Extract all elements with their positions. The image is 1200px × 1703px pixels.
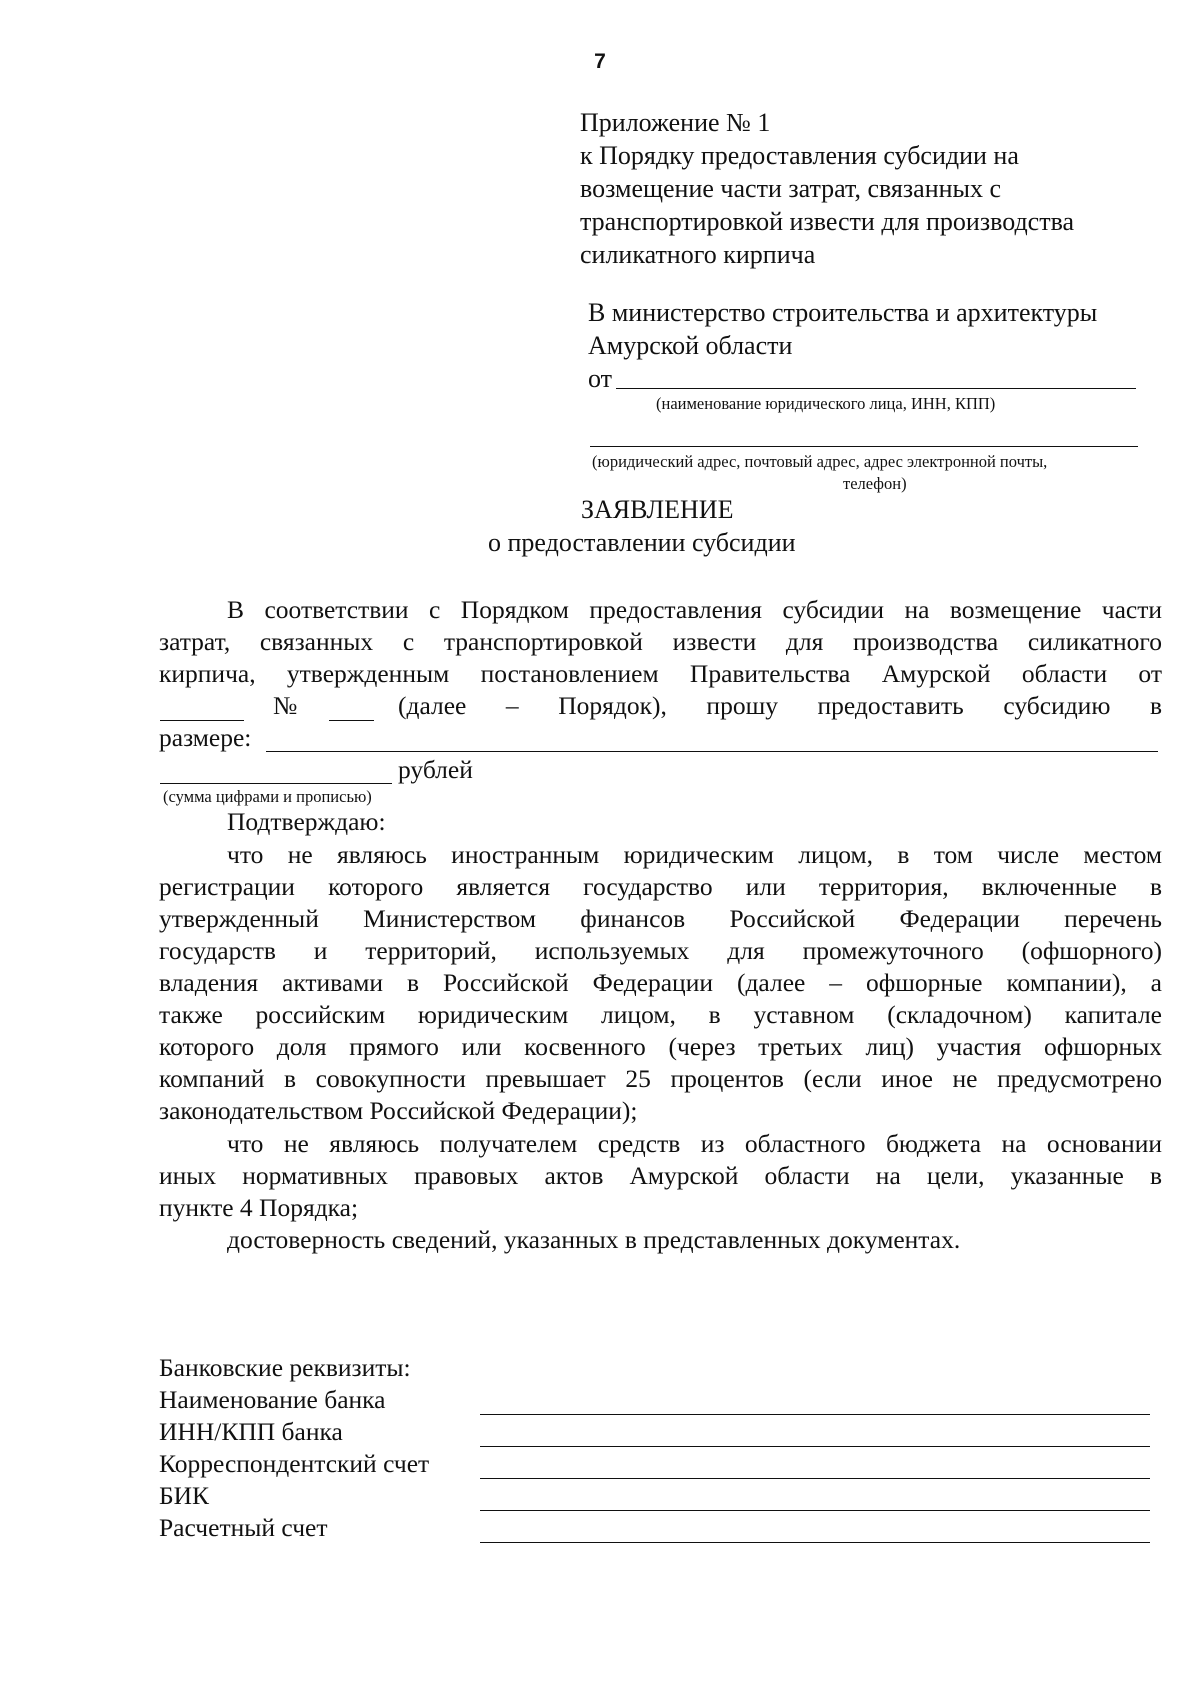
confirm-item3: достоверность сведений, указанных в представленных документах. <box>227 1225 961 1254</box>
amount-words-field[interactable] <box>160 783 392 784</box>
applicant-address-hint: (юридический адрес, почтовый адрес, адрес электронной почты, <box>592 452 1048 471</box>
confirm-item2-line: пункте 4 Порядка; <box>159 1193 359 1222</box>
addressee-block <box>588 296 1097 395</box>
applicant-name-field[interactable] <box>616 388 1136 389</box>
settlement-account-field[interactable] <box>480 1542 1150 1543</box>
from-label: от <box>588 364 613 393</box>
confirm-item1-line: законодательством Российской Федерации); <box>159 1096 638 1125</box>
confirm-item1-line: компаний в совокупности превышает 25 процентов (если иное не предусмотрено <box>159 1064 1162 1093</box>
appendix-line: возмещение части затрат, связанных с <box>580 174 1002 203</box>
correspondent-account-field[interactable] <box>480 1478 1150 1479</box>
appendix-header <box>580 106 1140 271</box>
appendix-line: к Порядку предоставления субсидии на <box>580 141 1019 170</box>
appendix-line: Приложение № 1 <box>580 108 771 137</box>
bank-name-field[interactable] <box>480 1414 1150 1415</box>
confirm-item1-line: которого доля прямого или косвенного (через третьих лиц) участия офшорных <box>159 1032 1162 1061</box>
bank-field-label: Корреспондентский счет <box>159 1449 430 1478</box>
number-sign: № <box>273 691 298 720</box>
request-line: (далее – Порядок), прошу предоставить субсидию в <box>398 691 1162 720</box>
addressee-line: Амурской области <box>588 331 793 360</box>
confirm-item1-line: государств и территорий, используемых для промежуточного (офшорного) <box>159 936 1162 965</box>
request-line: затрат, связанных с транспортировкой извести для производства силикатного <box>159 627 1162 656</box>
bank-inn-kpp-field[interactable] <box>480 1446 1150 1447</box>
resolution-date-field[interactable] <box>160 720 244 721</box>
request-line: кирпича, утвержденным постановлением Правительства Амурской области от <box>159 659 1162 688</box>
page-number: 7 <box>594 50 606 73</box>
addressee-line: В министерство строительства и архитектуры <box>588 298 1098 327</box>
appendix-line: силикатного кирпича <box>580 240 816 269</box>
applicant-name-hint: (наименование юридического лица, ИНН, КПП) <box>656 394 996 413</box>
confirm-item1-line: также российским юридическим лицом, в уставном (складочном) капитале <box>159 1000 1162 1029</box>
applicant-address-hint: телефон) <box>843 474 907 493</box>
bank-heading: Банковские реквизиты: <box>159 1353 411 1382</box>
bank-field-label: Расчетный счет <box>159 1513 328 1542</box>
confirm-item1-line: утвержденный Министерством финансов Российской Федерации перечень <box>159 904 1162 933</box>
confirm-item1-line: владения активами в Российской Федерации (далее – офшорные компании), а <box>159 968 1162 997</box>
amount-field[interactable] <box>266 751 1158 752</box>
confirm-item1-line: регистрации которого является государство или территория, включенные в <box>159 872 1162 901</box>
bank-field-label: БИК <box>159 1481 210 1510</box>
resolution-number-field[interactable] <box>329 720 374 721</box>
appendix-line: транспортировкой извести для производства <box>580 207 1075 236</box>
document-title: ЗАЯВЛЕНИЕ <box>581 495 734 524</box>
request-line: В соответствии с Порядком предоставления субсидии на возмещение части <box>227 595 1162 624</box>
document-subtitle: о предоставлении субсидии <box>488 528 796 557</box>
bik-field[interactable] <box>480 1510 1150 1511</box>
amount-label: размере: <box>159 723 252 752</box>
confirm-heading: Подтверждаю: <box>227 807 386 836</box>
confirm-item2-line: иных нормативных правовых актов Амурской области на цели, указанные в <box>159 1161 1162 1190</box>
bank-field-label: ИНН/КПП банка <box>159 1417 343 1446</box>
currency-label: рублей <box>398 755 473 784</box>
confirm-item2-line: что не являюсь получателем средств из областного бюджета на основании <box>227 1129 1162 1158</box>
applicant-address-field[interactable] <box>590 446 1138 447</box>
confirm-item1-line: что не являюсь иностранным юридическим лицом, в том числе местом <box>227 840 1162 869</box>
amount-hint: (сумма цифрами и прописью) <box>163 787 372 806</box>
bank-field-label: Наименование банка <box>159 1385 386 1414</box>
